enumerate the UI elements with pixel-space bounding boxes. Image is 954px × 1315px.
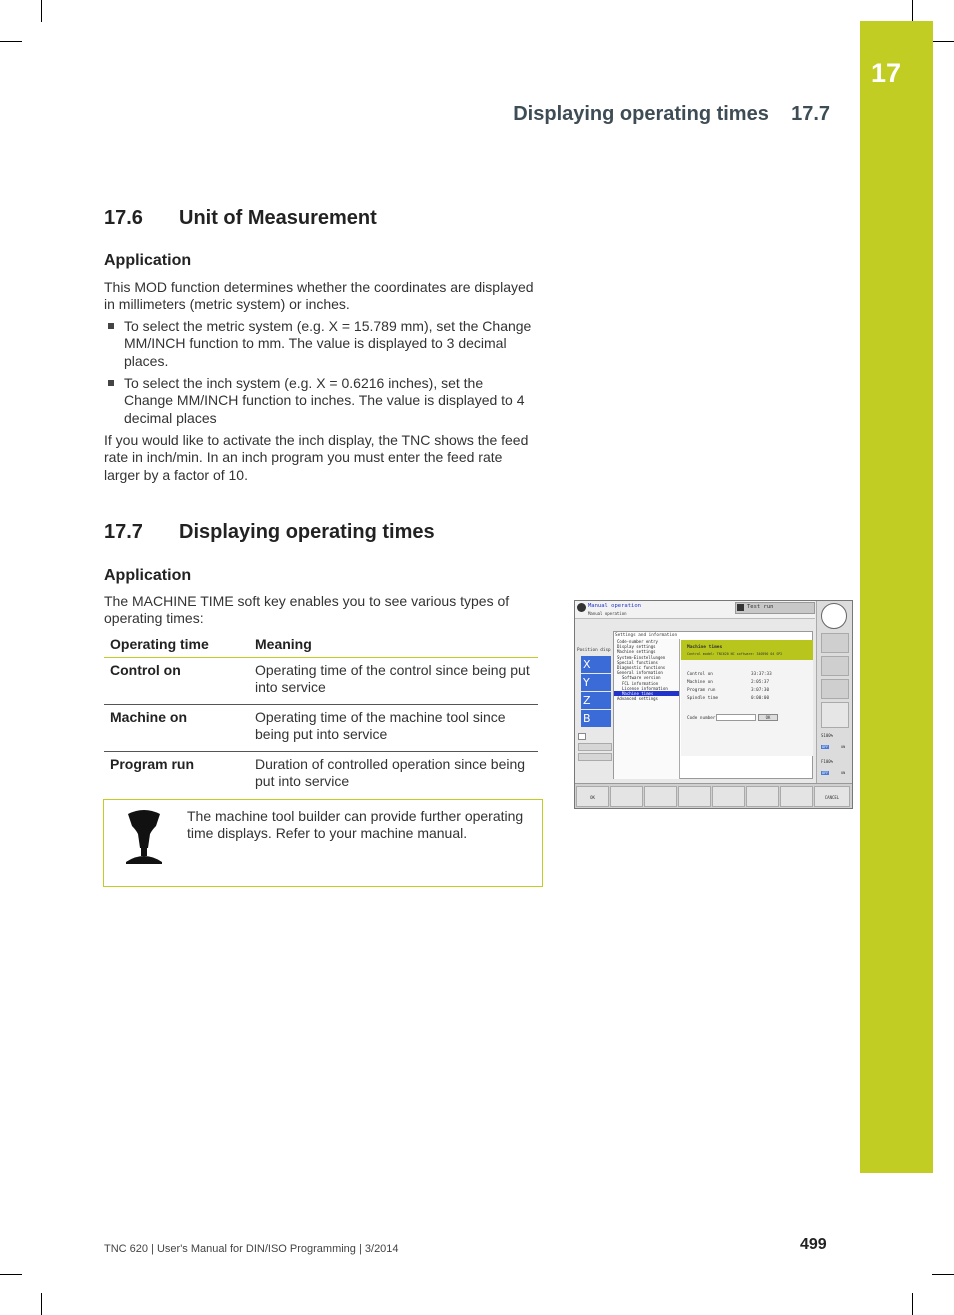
subheading: Application	[104, 252, 192, 269]
right-panel	[816, 601, 852, 783]
table-row	[104, 704, 538, 751]
bullet-icon	[108, 323, 114, 329]
list-item-text: To select the metric system (e.g. X = 15.789 mm), set the Change MM/INCH function to mm. The value is displayed to 3 decimal places.	[124, 318, 532, 369]
time-label: Program run	[687, 688, 716, 693]
page-footer: TNC 620 | User's Manual for DIN/ISO Programming | 3/2014	[104, 1243, 399, 1255]
softkey-side[interactable]	[821, 702, 849, 728]
table-row	[104, 658, 538, 705]
tree-item[interactable]: License information	[622, 685, 668, 691]
table-cell-meaning: Duration of controlled operation since being put into service	[255, 755, 526, 790]
page-number: 499	[800, 1236, 827, 1253]
table-cell-term: Control on	[104, 658, 249, 705]
crop-mark	[41, 1293, 42, 1315]
list-item	[104, 375, 536, 427]
section-title: Displaying operating times	[179, 521, 435, 543]
run-icon	[737, 604, 744, 611]
feed-override-label: F100%	[821, 759, 834, 764]
bullet-icon	[108, 380, 114, 386]
on-label: ON	[841, 771, 846, 775]
softkey-ok[interactable]: OK	[576, 786, 609, 807]
time-row	[687, 680, 807, 685]
softkey[interactable]	[678, 786, 711, 807]
softkey[interactable]	[712, 786, 745, 807]
paragraph: This MOD function determines whether the coordinates are displayed in millimeters (metric system) or inches.	[104, 279, 534, 313]
dialog-title: Settings and information	[615, 633, 678, 638]
tree-item[interactable]: Diagnostic functions	[617, 665, 666, 671]
crop-mark	[912, 1293, 913, 1315]
axis-b: B	[581, 710, 611, 727]
time-value: 2:05:37	[751, 680, 770, 685]
code-label: Code number	[687, 716, 716, 721]
softkey[interactable]	[746, 786, 779, 807]
time-label: Control on	[687, 672, 713, 677]
spindle-override-label: S100%	[821, 733, 834, 738]
table-cell-term: Program run	[110, 755, 195, 772]
code-number-input[interactable]	[716, 714, 756, 721]
paragraph: If you would like to activate the inch display, the TNC shows the feed rate in inch/min. In an inch program you must enter the feed rate larger by a factor of 10.	[104, 432, 529, 483]
mode-icon	[577, 603, 586, 612]
subheading: Application	[104, 567, 192, 584]
off-label: OFF	[822, 745, 829, 749]
table-cell-term: Machine on	[104, 704, 249, 751]
tree-item[interactable]: Software version	[622, 675, 661, 681]
tree-item[interactable]: Machine settings	[617, 649, 656, 655]
time-value: 33:37:33	[751, 672, 772, 677]
section-heading-17-6	[104, 207, 377, 230]
tree-item[interactable]: Display settings	[617, 644, 656, 650]
crop-mark	[912, 0, 913, 22]
tree-item[interactable]: Advanced settings	[617, 696, 658, 702]
clock-icon	[821, 603, 847, 629]
chapter-tab	[860, 21, 933, 1173]
section-number: 17.7	[104, 521, 143, 543]
screen-header	[575, 601, 815, 619]
column-header: Operating time	[104, 632, 249, 658]
settings-dialog	[613, 631, 813, 779]
tree-item[interactable]: General information	[617, 670, 663, 676]
position-label: Position disp	[577, 648, 611, 653]
crop-mark	[932, 1274, 954, 1275]
settings-tree	[614, 639, 680, 779]
run-label: Test run	[747, 604, 774, 610]
crop-mark	[0, 41, 22, 42]
table-header-row	[104, 632, 538, 658]
tree-item-selected[interactable]: Machine times	[614, 691, 679, 696]
list-item	[104, 318, 536, 370]
time-row	[687, 696, 807, 701]
mode-subtitle: Manual operation	[588, 611, 627, 616]
softkey-cancel[interactable]: CANCEL	[814, 786, 850, 807]
column-header: Meaning	[249, 632, 538, 658]
softkey[interactable]	[610, 786, 643, 807]
operating-times-table	[104, 632, 538, 797]
note-icon-column	[104, 800, 186, 886]
panel-title: Machine times	[687, 645, 723, 650]
time-label: Spindle time	[687, 696, 719, 701]
softkey-bar	[575, 783, 852, 808]
section-heading-17-7	[104, 521, 435, 544]
tree-item[interactable]: Special functions	[617, 659, 658, 665]
axis-x: X	[581, 656, 611, 673]
time-label: Machine on	[687, 680, 713, 685]
tree-item[interactable]: System-Einstellungen	[617, 654, 666, 660]
crop-mark	[0, 1274, 22, 1275]
list-item-text: To select the inch system (e.g. X = 0.6216 inches), set the Change MM/INCH function to inches. The value is displayed to 4 decimal places	[124, 375, 525, 426]
status-row	[578, 753, 612, 761]
panel-subtitle: Control model: TNC620 NC software: 340590 04 SP2	[687, 652, 783, 656]
softkey-side[interactable]	[821, 656, 849, 676]
softkey[interactable]	[644, 786, 677, 807]
tree-item[interactable]: FCL information	[622, 680, 659, 686]
crop-mark	[41, 0, 42, 22]
note-text: The machine tool builder can provide further operating time displays. Refer to your machine manual.	[187, 808, 524, 842]
tree-item[interactable]: Code-number entry	[617, 639, 658, 644]
on-label: ON	[841, 745, 846, 749]
table-cell-meaning: Operating time of the control since being put into service	[249, 658, 538, 705]
softkey-side[interactable]	[821, 679, 849, 699]
chapter-number: 17	[870, 58, 902, 88]
off-label: OFF	[822, 771, 829, 775]
time-row	[687, 688, 807, 693]
status-icon	[578, 733, 586, 740]
running-header: Displaying operating times 17.7	[513, 103, 830, 125]
axis-y: Y	[581, 674, 611, 691]
section-title: Unit of Measurement	[179, 207, 377, 229]
machine-times-panel	[681, 640, 813, 756]
dialog-ok-button[interactable]: OK	[758, 714, 778, 721]
table-row	[104, 751, 538, 797]
axis-z: Z	[581, 692, 611, 709]
tnc-screenshot	[574, 600, 853, 809]
crop-mark	[932, 41, 954, 42]
section-number: 17.6	[104, 207, 143, 229]
paragraph: The MACHINE TIME soft key enables you to see various types of operating times:	[104, 593, 510, 627]
softkey[interactable]	[780, 786, 813, 807]
panel-header	[681, 640, 813, 660]
status-row	[578, 743, 612, 751]
table-cell-meaning: Operating time of the machine tool since being put into service	[249, 704, 538, 751]
time-value: 3:07:30	[751, 688, 770, 693]
softkey-side[interactable]	[821, 633, 849, 653]
machine-note-box	[103, 799, 543, 887]
time-value: 0:00:00	[751, 696, 770, 701]
machine-tool-icon	[104, 800, 186, 886]
mode-title: Manual operation	[588, 603, 641, 609]
time-row	[687, 672, 807, 677]
